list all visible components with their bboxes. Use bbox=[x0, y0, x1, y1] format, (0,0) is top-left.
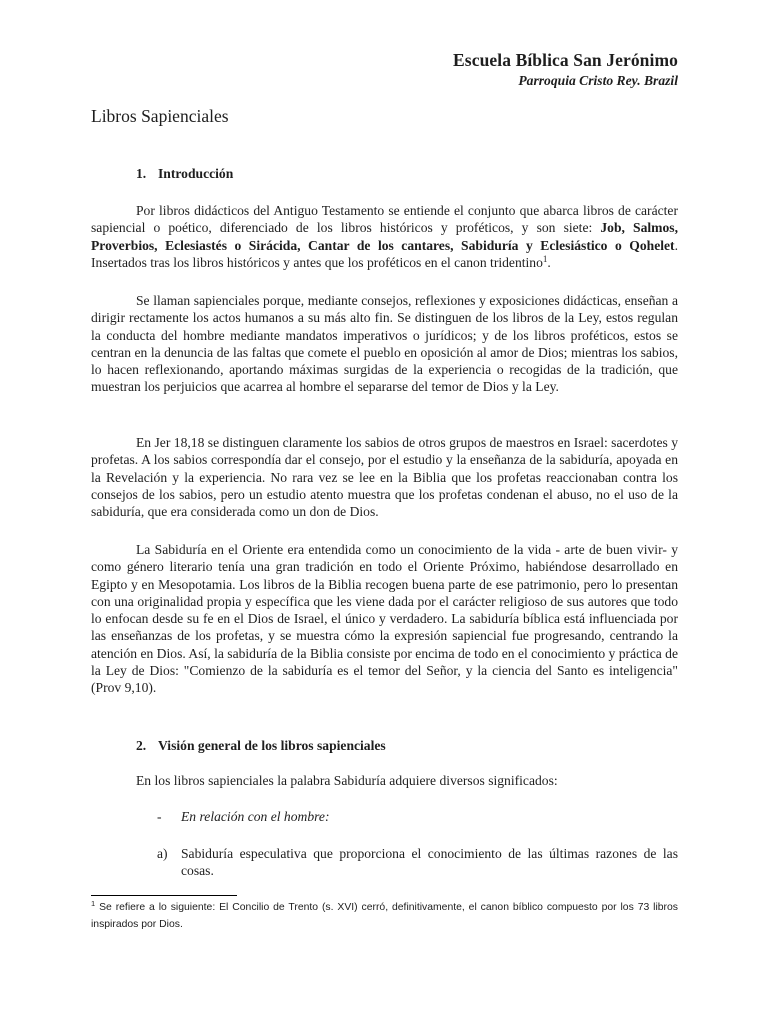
paragraph-1-text-b: . Insertados tras los libros históricos y antes que los proféticos en el canon tridentino bbox=[91, 237, 678, 270]
dash-list-item bbox=[157, 809, 329, 825]
parish-name: Parroquia Cristo Rey. Brazil bbox=[518, 73, 678, 88]
section-2-heading bbox=[136, 738, 386, 754]
section-2-title: Visión general de los libros sapienciales bbox=[158, 738, 386, 753]
paragraph-2: Se llaman sapienciales porque, mediante consejos, reflexiones y exposiciones didácticas, enseñan a dirigir rectamente los actos humanos a su más alto fin. Se distinguen de los libros de la Ley, estos regulan la conducta del hombre mediante mandatos imperativos o jurídicos; y de los libros proféticos, estos se centran en la denuncia de las faltas que comete el pueblo en oposición al amor de Dios; mientras los sabios, lo hacen reflexionando, aportando máximas surgidas de la experiencia o recogidas de la tradición, que muestran los perjuicios que acarrea al hombre el separarse del temor de Dios y la Ley. bbox=[91, 293, 678, 395]
footnote bbox=[91, 899, 678, 933]
section-2-number: 2. bbox=[136, 738, 147, 753]
footnote-text: Se refiere a lo siguiente: El Concilio de Trento (s. XVI) cerró, definitivamente, el canon bíblico compuesto por los 73 libros inspirados por Dios. bbox=[91, 902, 678, 930]
document-title: Libros Sapienciales bbox=[91, 106, 229, 126]
section-1-heading bbox=[136, 166, 233, 182]
paragraph-4: La Sabiduría en el Oriente era entendida como un conocimiento de la vida - arte de buen vivir- y como género literario tenía una gran tradición en todo el Oriente Próximo, habiéndose desarrollado en Egipto y en Mesopotamia. Los libros de la Biblia recogen buena parte de ese patrimonio, pero lo presentan con una originalidad propia y específica que les viene dada por el carácter religioso de sus autores que todo lo enfocan desde su fe en el Dios de Israel, el único y verdadero. La sabiduría bíblica está influenciada por las enseñanzas de los profetas, y se muestra cómo la expresión sapiencial fue progresando, centrando la atención en Dios. Así, la sabiduría de la Biblia consiste por encima de todo en el conocimiento y práctica de la Ley de Dios: "Comienzo de la sabiduría es el temor del Señor, y la ciencia del Santo es inteligencia" (Prov 9,10). bbox=[91, 542, 678, 696]
dash-marker: - bbox=[157, 809, 162, 824]
school-name: Escuela Bíblica San Jerónimo bbox=[453, 50, 678, 70]
footnote-reference[interactable]: 1 bbox=[542, 253, 548, 264]
paragraph-1-text-c: . bbox=[547, 254, 551, 270]
paragraph-1-text-a: Por libros didácticos del Antiguo Testamento se entiende el conjunto que abarca libros de carácter sapiencial o poético, diferenciado de los libros históricos y proféticos, y son siete: bbox=[91, 203, 678, 236]
section-1-number: 1. bbox=[136, 166, 147, 181]
section-1-title: Introducción bbox=[158, 166, 234, 181]
paragraph-1 bbox=[91, 202, 678, 271]
alpha-list-item bbox=[157, 845, 678, 880]
section-2-intro: En los libros sapienciales la palabra Sabiduría adquiere diversos significados: bbox=[136, 773, 558, 788]
paragraph-1-book-list: Job, Salmos, Proverbios, Eclesiastés o Sirácida, Cantar de los cantares, Sabiduría y Eclesiástico o Qohelet bbox=[91, 220, 678, 253]
footnote-separator bbox=[91, 895, 237, 896]
alpha-item-text: Sabiduría especulativa que proporciona el conocimiento de las últimas razones de las cosas. bbox=[181, 846, 678, 879]
footnote-number: 1 bbox=[91, 899, 96, 908]
paragraph-3: En Jer 18,18 se distinguen claramente los sabios de otros grupos de maestros en Israel: sacerdotes y profetas. A los sabios correspondía dar el consejo, por el estudio y la enseñanza de la sabiduría, apoyada en la Revelación y la experiencia. No rara vez se lee en la Biblia que los profetas reaccionaban contra los consejos de los sabios, pero un estudio atento muestra que los profetas condenan el abuso, no el uso de la sabiduría, que era considerada como un don de Dios. bbox=[91, 435, 678, 520]
alpha-marker: a) bbox=[157, 846, 168, 861]
dash-item-text: En relación con el hombre: bbox=[181, 809, 330, 824]
